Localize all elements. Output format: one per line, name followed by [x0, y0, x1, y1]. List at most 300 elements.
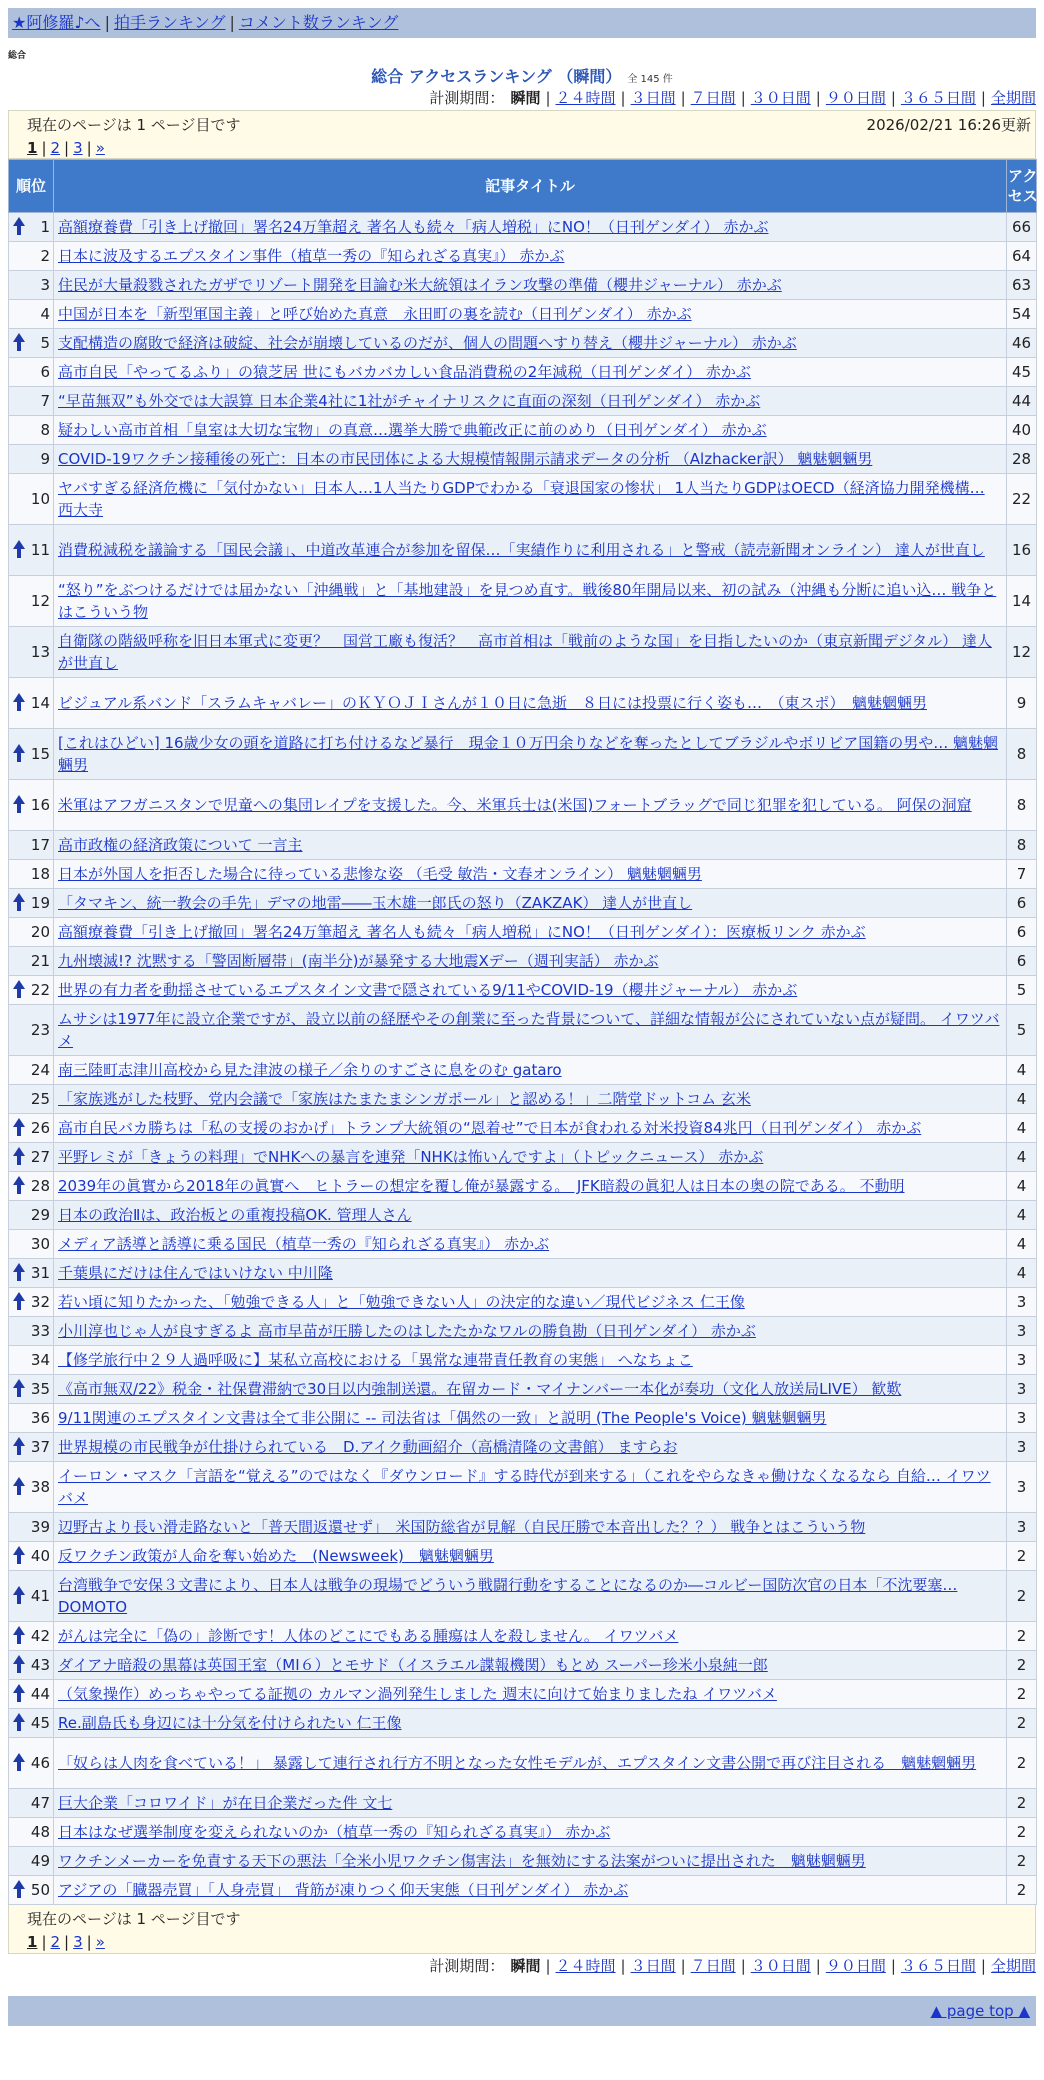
article-title-link[interactable]: がんは完全に「偽の」診断です！人体のどこにでもある腫瘍は人を殺しません。 イワツバメ [58, 1627, 679, 1645]
rank-number: 10 [30, 490, 50, 508]
article-title-link[interactable]: イーロン・マスク「言語を“覚える”のではなく『ダウンロード』する時代が到来する」（これをやらなきゃ働けなくなるなら 自給… イワツバメ [58, 1467, 991, 1507]
article-title-link[interactable]: 高額療養費「引き上げ撤回」署名24万筆超え 著名人も続々「病人増税」にNO！（日刊ゲンダイ） 赤かぶ [58, 218, 769, 236]
nav-separator: | [104, 13, 110, 32]
article-title-link[interactable]: 反ワクチン政策が人命を奪い始めた (Newsweek) 魑魅魍魎男 [58, 1547, 494, 1565]
rank-number: 32 [30, 1293, 50, 1311]
rank-up-arrow-icon [13, 893, 25, 913]
article-title-link[interactable]: 「奴らは人肉を食べている！」 暴露して連行され行方不明となった女性モデルが、エプスタイン文書公開で再び注目される 魑魅魍魎男 [58, 1754, 977, 1772]
title-cell [54, 1876, 1007, 1905]
table-row [9, 831, 1037, 860]
title-cell [54, 1651, 1007, 1680]
rank-up-arrow-icon [13, 540, 25, 560]
table-row [9, 729, 1037, 780]
title-cell [54, 831, 1007, 860]
rank-cell [9, 1172, 54, 1201]
rank-column-header: 順位 [9, 160, 54, 213]
rank-number: 9 [40, 450, 50, 468]
article-title-link[interactable]: [これはひどい] 16歳少女の頭を道路に打ち付けるなど暴行 現金１０万円余りなどを奪ったとしてブラジルやボリビア国籍の男や… 魑魅魍魎男 [58, 734, 998, 774]
article-title-link[interactable]: 《高市無双/22》税金・社保費滞納で30日以内強制送還。在留カード・マイナンバー一本化が奏功（文化人放送局LIVE） 歓歎 [58, 1380, 902, 1398]
table-row [9, 1433, 1037, 1462]
title-cell [54, 627, 1007, 678]
period-separator: | [545, 1957, 551, 1975]
table-row [9, 329, 1037, 358]
rank-number: 6 [40, 363, 50, 381]
title-cell [54, 1259, 1007, 1288]
rank-up-arrow-icon [13, 1713, 25, 1733]
table-row [9, 1404, 1037, 1433]
rank-cell [9, 1680, 54, 1709]
rank-number: 49 [30, 1852, 50, 1870]
title-cell [54, 1513, 1007, 1542]
access-count: 8 [1007, 729, 1037, 780]
table-row [9, 1513, 1037, 1542]
rank-up-arrow-icon [13, 1147, 25, 1167]
period-option-link[interactable]: 全期間 [990, 1957, 1036, 1975]
title-cell [54, 329, 1007, 358]
rank-number: 47 [30, 1794, 50, 1812]
rank-up-arrow-icon [13, 693, 25, 713]
article-title-link[interactable]: ダイアナ暗殺の黒幕は英国王室（MI６）とモサド（イスラエル諜報機関）もとめ スーパー珍米小泉純一郎 [58, 1656, 768, 1674]
table-row [9, 1680, 1037, 1709]
rank-cell [9, 1462, 54, 1513]
updated-timestamp: 2026/02/21 16:26更新 [866, 116, 1031, 134]
rank-up-arrow-icon [13, 1586, 25, 1606]
access-count: 4 [1007, 1143, 1037, 1172]
article-title-link[interactable]: 9/11関連のエプスタイン文書は全て非公開に -- 司法省は「偶然の一致」と説明 (The People's Voice) 魑魅魍魎男 [58, 1409, 827, 1427]
rank-cell [9, 213, 54, 242]
table-row [9, 525, 1037, 576]
rank-up-arrow-icon [13, 1684, 25, 1704]
title-cell [54, 889, 1007, 918]
rank-up-arrow-icon [13, 1379, 25, 1399]
title-cell [54, 1288, 1007, 1317]
period-option-link[interactable]: ９０日間 [825, 1957, 886, 1975]
article-title-link[interactable]: 消費税減税を議論する「国民会議」、中道改革連合が参加を留保…「実績作りに利用される」と警戒（読売新聞オンライン） 達人が世直し [58, 541, 985, 559]
period-option-link[interactable]: ７日間 [690, 89, 736, 107]
rank-number: 34 [30, 1351, 50, 1369]
table-row [9, 1876, 1037, 1905]
article-title-link[interactable]: 日本に波及するエプスタイン事件（植草一秀の『知られざる真実』） 赤かぶ [58, 247, 565, 265]
page-link[interactable]: 2 [50, 1933, 61, 1951]
access-count: 66 [1007, 213, 1037, 242]
article-title-link[interactable]: 南三陸町志津川高校から見た津波の様子／余りのすごさに息をのむ gataro [58, 1061, 562, 1079]
article-title-link[interactable]: 小川淳也じゃ人が良すぎるよ 高市早苗が圧勝したのはしたたかなワルの勝負勘（日刊ゲンダイ） 赤かぶ [58, 1322, 756, 1340]
rank-number: 2 [40, 247, 50, 265]
access-count: 4 [1007, 1056, 1037, 1085]
access-count: 3 [1007, 1317, 1037, 1346]
article-title-link[interactable]: 日本はなぜ選挙制度を変えられないのか（植草一秀の『知られざる真実』） 赤かぶ [58, 1823, 611, 1841]
article-title-link[interactable]: 高市自民「やってるふり」の猿芝居 世にもバカバカしい食品消費税の2年減税（日刊ゲンダイ） 赤かぶ [58, 363, 751, 381]
rank-number: 35 [30, 1380, 50, 1398]
article-title-link[interactable]: ヤバすぎる経済危機に「気付かない」日本人…1人当たりGDPでわかる「衰退国家の惨状」 1人当たりGDPはOECD（経済協力開発機構… 西大寺 [58, 479, 985, 519]
access-count: 3 [1007, 1346, 1037, 1375]
period-separator: | [620, 1957, 626, 1975]
rank-up-arrow-icon [13, 744, 25, 764]
table-row [9, 947, 1037, 976]
page-link[interactable]: 3 [73, 1933, 83, 1951]
rank-number: 29 [30, 1206, 50, 1224]
access-count: 4 [1007, 1259, 1037, 1288]
article-title-link[interactable]: 千葉県にだけは住んではいけない 中川隆 [58, 1264, 333, 1282]
title-cell [54, 729, 1007, 780]
page-separator: | [41, 1933, 47, 1951]
article-title-link[interactable]: 「タマキン、統一教会の手先」デマの地雷――玉木雄一郎氏の怒り（ZAKZAK） 達人が世直し [58, 894, 693, 912]
title-cell [54, 1622, 1007, 1651]
access-count: 8 [1007, 780, 1037, 831]
rank-number: 18 [30, 865, 50, 883]
table-row [9, 1172, 1037, 1201]
access-count: 2 [1007, 1651, 1037, 1680]
access-count: 16 [1007, 525, 1037, 576]
item-count: 全 145 件 [627, 74, 673, 85]
access-column-header: アクセス [1007, 160, 1037, 213]
title-cell [54, 1709, 1007, 1738]
period-option-link[interactable]: ３０日間 [750, 1957, 811, 1975]
rank-cell [9, 1375, 54, 1404]
article-title-link[interactable]: メディア誘導と誘導に乗る国民（植草一秀の『知られざる真実』） 赤かぶ [58, 1235, 550, 1253]
rank-up-arrow-icon [13, 1626, 25, 1646]
article-title-link[interactable]: Re.副島氏も身辺には十分気を付けられたい 仁王像 [58, 1714, 402, 1732]
article-title-link[interactable]: 【修学旅行中２９人過呼吸に】某私立高校における「異常な連帯責任教育の実態」 へなちょこ [58, 1351, 693, 1369]
table-row [9, 678, 1037, 729]
article-title-link[interactable]: 九州壊滅!? 沈黙する「警固断層帯」(南半分)が暴発する大地震Xデー（週刊実話） 赤かぶ [58, 952, 659, 970]
article-title-link[interactable]: 中国が日本を「新型軍国主義」と呼び始めた真意 永田町の裏を読む（日刊ゲンダイ） 赤かぶ [58, 305, 692, 323]
title-cell [54, 1789, 1007, 1818]
access-count: 22 [1007, 474, 1037, 525]
current-page-number: 1 [27, 139, 38, 157]
title-cell [54, 1056, 1007, 1085]
period-separator: | [980, 89, 986, 107]
access-count: 28 [1007, 445, 1037, 474]
rank-number: 28 [30, 1177, 50, 1195]
article-title-link[interactable]: 日本が外国人を拒否した場合に待っている悲惨な姿 （毛受 敏浩・文春オンライン） 魑魅魍魎男 [58, 865, 702, 883]
title-cell [54, 445, 1007, 474]
rank-number: 41 [30, 1587, 50, 1605]
rank-up-arrow-icon [13, 1118, 25, 1138]
article-title-link[interactable]: ビジュアル系バンド「スラムキャバレー」のＫＹＯＪＩさんが１０日に急逝 ８日には投票に行く姿も… （東スポ） 魑魅魍魎男 [58, 694, 927, 712]
period-separator: | [890, 89, 896, 107]
rank-up-arrow-icon [13, 333, 25, 353]
pagination [27, 1931, 1025, 1953]
period-current: 瞬間 [510, 89, 541, 107]
rank-cell [9, 1143, 54, 1172]
title-cell [54, 1230, 1007, 1259]
article-title-link[interactable]: 巨大企業「コロワイド」が在日企業だった件 文七 [58, 1794, 393, 1812]
rank-number: 40 [30, 1547, 50, 1565]
rank-cell [9, 918, 54, 947]
article-title-link[interactable]: ワクチンメーカーを免責する天下の悪法「全米小児ワクチン傷害法」を無効にする法案がついに提出された 魑魅魍魎男 [58, 1852, 866, 1870]
current-page-text: 現在のページは 1 ページ目です [27, 116, 241, 134]
rank-number: 15 [30, 745, 50, 763]
page-separator: | [86, 139, 92, 157]
table-row [9, 271, 1037, 300]
table-row [9, 1651, 1037, 1680]
rank-number: 45 [30, 1714, 50, 1732]
period-option-link[interactable]: ３０日間 [750, 89, 811, 107]
title-cell [54, 1317, 1007, 1346]
article-title-link[interactable]: 「家族逃がした枝野、党内会議で「家族はたまたまシンガポール」と認める！」二階堂ドットコム 玄米 [58, 1090, 751, 1108]
rank-number: 21 [30, 952, 50, 970]
article-title-link[interactable]: 平野レミが「きょうの料理」でNHKへの暴言を連発「NHKは怖いんですよ」（トピックニュース） 赤かぶ [58, 1148, 764, 1166]
period-separator: | [680, 1957, 686, 1975]
rank-cell [9, 1201, 54, 1230]
page-separator: | [41, 139, 47, 157]
access-count: 4 [1007, 1085, 1037, 1114]
article-title-link[interactable]: 住民が大量殺戮されたガザでリゾート開発を目論む米大統領はイラン攻撃の準備（櫻井ジャーナル） 赤かぶ [58, 276, 782, 294]
period-option-link[interactable]: ３６５日間 [900, 89, 976, 107]
access-count: 3 [1007, 1433, 1037, 1462]
article-title-link[interactable]: 自衛隊の階級呼称を旧日本軍式に変更？ 国営工廠も復活？ 高市首相は「戦前のような国」を目指したいのか（東京新聞デジタル） 達人が世直し [58, 632, 992, 672]
rank-cell [9, 1571, 54, 1622]
title-cell [54, 1462, 1007, 1513]
rank-number: 37 [30, 1438, 50, 1456]
rank-cell [9, 780, 54, 831]
access-count: 3 [1007, 1288, 1037, 1317]
period-option-link[interactable]: ３日間 [630, 89, 676, 107]
access-count: 4 [1007, 1201, 1037, 1230]
rank-number: 1 [40, 218, 50, 236]
table-row [9, 1542, 1037, 1571]
table-row [9, 474, 1037, 525]
article-title-link[interactable]: （気象操作）めっちゃやってる証拠の カルマン渦列発生しました 週末に向けて始まりましたね イワツバメ [58, 1685, 777, 1703]
rank-number: 17 [30, 836, 50, 854]
title-cell [54, 300, 1007, 329]
article-title-link[interactable]: 2039年の眞實から2018年の眞實へ ヒトラーの想定を覆し俺が暴露する。 JFK暗殺の眞犯人は日本の奥の院である。 不動明 [58, 1177, 905, 1195]
title-cell [54, 1738, 1007, 1789]
rank-number: 46 [30, 1754, 50, 1772]
article-title-link[interactable]: 米軍はアフガニスタンで児童への集団レイプを支援した。今、米軍兵士は(米国)フォートブラッグで同じ犯罪を犯している。 阿保の洞窟 [58, 796, 972, 814]
title-cell [54, 1201, 1007, 1230]
period-current: 瞬間 [510, 1957, 541, 1975]
article-title-link[interactable]: 台湾戦争で安保３文書により、日本人は戦争の現場でどういう戦闘行動をすることになるのか―コルビー国防次官の日本「不沈要塞… DOMOTO [58, 1576, 958, 1616]
access-count: 54 [1007, 300, 1037, 329]
page-info-bottom [8, 1905, 1036, 1954]
title-cell [54, 1847, 1007, 1876]
title-cell [54, 358, 1007, 387]
access-count: 4 [1007, 1230, 1037, 1259]
table-row [9, 976, 1037, 1005]
table-row [9, 1056, 1037, 1085]
table-row [9, 1201, 1037, 1230]
table-row [9, 213, 1037, 242]
rank-cell [9, 300, 54, 329]
title-cell [54, 918, 1007, 947]
period-option-link[interactable]: ７日間 [690, 1957, 736, 1975]
applause-ranking-link[interactable]: 拍手ランキング [113, 13, 226, 32]
rank-cell [9, 271, 54, 300]
rank-cell [9, 387, 54, 416]
period-separator: | [980, 1957, 986, 1975]
access-count: 44 [1007, 387, 1037, 416]
access-count: 40 [1007, 416, 1037, 445]
table-row [9, 242, 1037, 271]
table-row [9, 1143, 1037, 1172]
rank-number: 8 [40, 421, 50, 439]
table-row [9, 1346, 1037, 1375]
article-title-link[interactable]: 支配構造の腐敗で経済は破綻、社会が崩壊しているのだが、個人の問題へすり替え（櫻井ジャーナル） 赤かぶ [58, 334, 797, 352]
article-title-link[interactable]: 若い頃に知りたかった、「勉強できる人」と「勉強できない人」の決定的な違い／現代ビジネス 仁王像 [58, 1293, 745, 1311]
rank-up-arrow-icon [13, 1263, 25, 1283]
article-title-link[interactable]: 高額療養費「引き上げ撤回」署名24万筆超え 著名人も続々「病人増税」にNO！（日刊ゲンダイ）：医療板リンク 赤かぶ [58, 923, 866, 941]
article-title-link[interactable]: COVID-19ワクチン接種後の死亡：日本の市民団体による大規模情報開示請求データの分析 （Alzhacker訳） 魑魅魍魎男 [58, 450, 873, 468]
page-separator: | [86, 1933, 92, 1951]
article-title-link[interactable]: 世界の有力者を動揺させているエプスタイン文書で隠されている9/11やCOVID-19（櫻井ジャーナル） 赤かぶ [58, 981, 798, 999]
rank-cell [9, 976, 54, 1005]
nav-separator: | [229, 13, 235, 32]
article-title-link[interactable]: 世界規模の市民戦争が仕掛けられている D.アイク動画紹介（高橋清隆の文書館） ますらお [58, 1438, 678, 1456]
access-count: 3 [1007, 1375, 1037, 1404]
access-count: 9 [1007, 678, 1037, 729]
title-cell [54, 947, 1007, 976]
rank-cell [9, 889, 54, 918]
period-option-link[interactable]: ３６５日間 [900, 1957, 976, 1975]
rank-cell [9, 474, 54, 525]
rank-cell [9, 1789, 54, 1818]
title-cell [54, 525, 1007, 576]
page-separator: | [64, 1933, 70, 1951]
current-page-text: 現在のページは 1 ページ目です [27, 1910, 241, 1928]
access-count: 14 [1007, 576, 1037, 627]
table-row [9, 1230, 1037, 1259]
next-page-link[interactable]: » [95, 139, 105, 157]
access-count: 2 [1007, 1738, 1037, 1789]
table-row [9, 1709, 1037, 1738]
table-row [9, 1317, 1037, 1346]
access-count: 8 [1007, 831, 1037, 860]
comment-ranking-link[interactable]: コメント数ランキング [238, 13, 399, 32]
rank-cell [9, 1005, 54, 1056]
title-cell [54, 1818, 1007, 1847]
period-option-link[interactable]: ３日間 [630, 1957, 676, 1975]
article-title-link[interactable]: 高市自民バカ勝ちは「私の支援のおかげ」トランプ大統領の“恩着せ”で日本が食われる対米投資84兆円（日刊ゲンダイ） 赤かぶ [58, 1119, 922, 1137]
article-title-link[interactable]: 辺野古より長い滑走路ないと「普天間返還せず」 米国防総省が見解（自民圧勝で本音出した？？） 戦争とはこういう物 [58, 1518, 866, 1536]
table-row [9, 1818, 1037, 1847]
table-row [9, 1622, 1037, 1651]
table-row [9, 860, 1037, 889]
access-count: 6 [1007, 918, 1037, 947]
article-title-link[interactable]: “怒り”をぶつけるだけでは届かない「沖縄戦」と「基地建設」を見つめ直す。戦後80年開局以来、初の試み（沖縄も分断に追い込… 戦争とはこういう物 [58, 581, 997, 621]
period-option-link[interactable]: ２４時間 [555, 89, 616, 107]
table-row [9, 780, 1037, 831]
access-count: 6 [1007, 947, 1037, 976]
article-title-link[interactable]: ムサシは1977年に設立企業ですが、設立以前の経歴やその創業に至った背景について、詳細な情報が公にされていない点が疑問。 イワツバメ [58, 1010, 1000, 1050]
access-count: 2 [1007, 1847, 1037, 1876]
access-count: 3 [1007, 1513, 1037, 1542]
rank-up-arrow-icon [13, 1176, 25, 1196]
rank-number: 13 [30, 643, 50, 661]
period-separator: | [680, 89, 686, 107]
title-cell [54, 416, 1007, 445]
access-count: 2 [1007, 1876, 1037, 1905]
rank-cell [9, 1259, 54, 1288]
page-link[interactable]: 3 [73, 139, 83, 157]
title-cell [54, 976, 1007, 1005]
home-link[interactable]: ★阿修羅♪へ [12, 13, 101, 32]
table-row [9, 918, 1037, 947]
rank-number: 26 [30, 1119, 50, 1137]
page-top-link[interactable]: ▲ page top ▲ [930, 2002, 1030, 2020]
rank-cell [9, 1651, 54, 1680]
title-cell [54, 213, 1007, 242]
access-count: 5 [1007, 976, 1037, 1005]
rank-cell [9, 1346, 54, 1375]
rank-number: 44 [30, 1685, 50, 1703]
article-title-link[interactable]: “早苗無双”も外交では大誤算 日本企業4社に1社がチャイナリスクに直面の深刻（日刊ゲンダイ） 赤かぶ [58, 392, 761, 410]
title-cell [54, 387, 1007, 416]
access-count: 2 [1007, 1789, 1037, 1818]
title-cell [54, 576, 1007, 627]
rank-number: 14 [30, 694, 50, 712]
rank-cell [9, 1542, 54, 1571]
access-count: 2 [1007, 1709, 1037, 1738]
rank-number: 19 [30, 894, 50, 912]
rank-number: 22 [30, 981, 50, 999]
article-title-link[interactable]: 疑わしい高市首相「皇室は大切な宝物」の真意…選挙大勝で典範改正に前のめり（日刊ゲンダイ） 赤かぶ [58, 421, 767, 439]
period-separator: | [620, 89, 626, 107]
title-cell [54, 1433, 1007, 1462]
next-page-link[interactable]: » [95, 1933, 105, 1951]
rank-up-arrow-icon [13, 1880, 25, 1900]
ranking-table [8, 159, 1037, 1905]
period-option-link[interactable]: 全期間 [990, 89, 1036, 107]
rank-cell [9, 1818, 54, 1847]
access-count: 3 [1007, 1404, 1037, 1433]
period-option-link[interactable]: ２４時間 [555, 1957, 616, 1975]
title-cell [54, 1542, 1007, 1571]
period-separator: | [545, 89, 551, 107]
rank-number: 48 [30, 1823, 50, 1841]
period-option-link[interactable]: ９０日間 [825, 89, 886, 107]
page-link[interactable]: 2 [50, 139, 61, 157]
rank-number: 16 [30, 796, 50, 814]
rank-number: 5 [40, 334, 50, 352]
article-title-link[interactable]: 日本の政治Ⅱは、政治板との重複投稿OK. 管理人さん [58, 1206, 412, 1224]
access-count: 64 [1007, 242, 1037, 271]
rank-cell [9, 445, 54, 474]
title-cell [54, 271, 1007, 300]
rank-number: 50 [30, 1881, 50, 1899]
rank-cell [9, 1288, 54, 1317]
rank-up-arrow-icon [13, 1437, 25, 1457]
rank-cell [9, 1622, 54, 1651]
article-title-link[interactable]: 高市政権の経済政策について 一言主 [58, 836, 303, 854]
rank-cell [9, 1709, 54, 1738]
title-cell [54, 1571, 1007, 1622]
table-row [9, 387, 1037, 416]
rank-cell [9, 1513, 54, 1542]
table-row [9, 1085, 1037, 1114]
rank-number: 24 [30, 1061, 50, 1079]
page-title: 総合 アクセスランキング （瞬間） [371, 67, 622, 86]
title-cell [54, 1143, 1007, 1172]
rank-up-arrow-icon [13, 1546, 25, 1566]
rank-number: 25 [30, 1090, 50, 1108]
access-count: 2 [1007, 1571, 1037, 1622]
period-separator: | [815, 89, 821, 107]
access-count: 2 [1007, 1542, 1037, 1571]
table-row [9, 445, 1037, 474]
title-cell [54, 860, 1007, 889]
rank-cell [9, 1433, 54, 1462]
title-cell [54, 1114, 1007, 1143]
rank-cell [9, 1114, 54, 1143]
period-selector-top [8, 86, 1036, 110]
period-selector-bottom [8, 1954, 1036, 1978]
rank-cell [9, 1847, 54, 1876]
table-row [9, 1789, 1037, 1818]
rank-number: 12 [30, 592, 50, 610]
article-title-link[interactable]: アジアの「臓器売買」「人身売買」 背筋が凍りつく仰天実態（日刊ゲンダイ） 赤かぶ [58, 1881, 629, 1899]
